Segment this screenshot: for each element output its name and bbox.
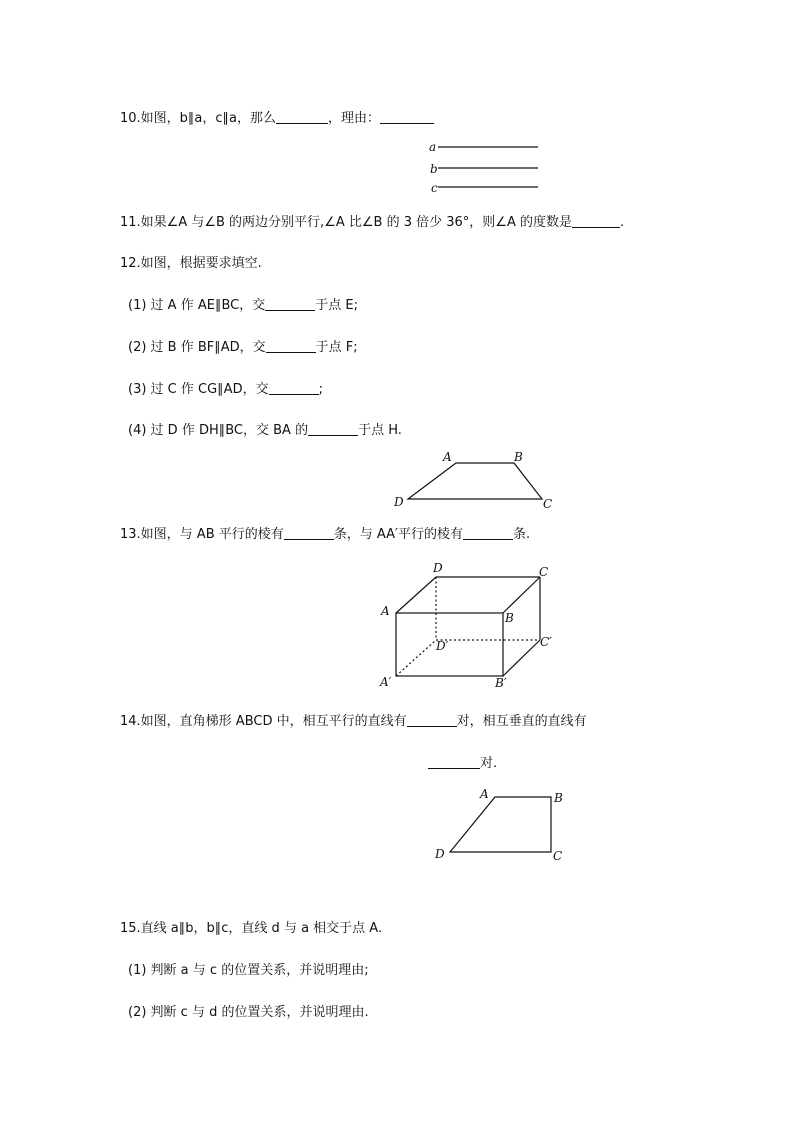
q11-text-b: . — [619, 215, 625, 230]
q11-text-a: 11.如果∠A 与∠B 的两边分别平行,∠A 比∠B 的 3 倍少 36°，则∠A 的度数是 — [120, 215, 572, 230]
q12-item4-text-a: (4) 过 D 作 DH∥BC，交 BA 的 — [128, 423, 309, 438]
q12-item2-text-b: 于点 F; — [315, 340, 358, 355]
q10-label-c: c — [431, 181, 438, 195]
q11-blank[interactable] — [572, 213, 620, 228]
q14-trapezoid-shape — [450, 797, 551, 852]
q14-label-A: A — [480, 787, 489, 801]
q12-item1-text-b: 于点 E; — [315, 298, 358, 313]
q10-label-b: b — [430, 162, 438, 176]
q12-item4-blank[interactable] — [308, 421, 358, 436]
q10-label-a: a — [429, 140, 437, 154]
q10-blank-1[interactable] — [276, 109, 328, 124]
q12-label-D: D — [394, 495, 404, 509]
q12-item4-text-b: 于点 H. — [358, 423, 402, 438]
q13-cuboid-figure — [375, 558, 565, 694]
q14-blank-2[interactable] — [428, 754, 480, 769]
q12-label-C: C — [543, 497, 553, 511]
question-11 — [120, 213, 624, 232]
q14-label-C: C — [553, 849, 563, 863]
q14-right-trapezoid-figure — [430, 784, 570, 864]
q12-item2-blank[interactable] — [266, 338, 316, 353]
q13-label-B: B — [505, 611, 514, 625]
q10-text-a: 10.如图，b∥a，c∥a，那么 — [120, 111, 277, 126]
question-10 — [120, 109, 434, 128]
q14-blank-1[interactable] — [407, 712, 457, 727]
q12-trapezoid-figure — [390, 450, 560, 512]
question-14-continued — [428, 754, 497, 773]
q10-parallel-lines-figure — [420, 138, 550, 194]
q12-item-1 — [128, 296, 358, 315]
q13-edge-AD — [396, 577, 436, 613]
q14-text-b: 对，相互垂直的直线有 — [456, 714, 587, 729]
q15-item-2: (2) 判断 c 与 d 的位置关系，并说明理由. — [128, 1005, 369, 1020]
question-14 — [120, 712, 587, 731]
q14-label-B: B — [554, 791, 563, 805]
q14-text-c: 对. — [480, 756, 498, 771]
q13-label-C: C — [539, 565, 549, 579]
q12-label-B: B — [514, 450, 523, 464]
q12-item1-text-a: (1) 过 A 作 AE∥BC，交 — [128, 298, 266, 313]
q15-stem: 15.直线 a∥b，b∥c，直线 d 与 a 相交于点 A. — [120, 921, 383, 936]
q10-text-b: ，理由： — [328, 111, 381, 126]
q12-item-3 — [128, 380, 323, 399]
q10-blank-2[interactable] — [380, 109, 434, 124]
q14-label-D: D — [435, 847, 445, 861]
q13-label-A: A — [381, 604, 390, 618]
q12-stem: 12.如图，根据要求填空. — [120, 256, 262, 271]
q12-trapezoid-shape — [408, 463, 542, 499]
q12-item3-blank[interactable] — [269, 380, 319, 395]
q13-blank-1[interactable] — [284, 525, 334, 540]
q12-item1-blank[interactable] — [265, 296, 315, 311]
question-13 — [120, 525, 530, 544]
q13-text-c: 条. — [513, 527, 531, 542]
q12-label-A: A — [443, 450, 452, 464]
q13-label-A1: A′ — [380, 675, 392, 689]
q14-text-a: 14.如图，直角梯形 ABCD 中，相互平行的直线有 — [120, 714, 407, 729]
q13-label-B1: B′ — [495, 676, 507, 690]
q15-item-1: (1) 判断 a 与 c 的位置关系，并说明理由; — [128, 963, 369, 978]
q13-label-D1: D′ — [436, 639, 449, 653]
q13-label-C1: C′ — [540, 635, 552, 649]
q13-text-b: 条，与 AA′平行的棱有 — [333, 527, 463, 542]
q13-edge-B1C1 — [503, 640, 540, 676]
q12-item-2 — [128, 338, 358, 357]
q12-item2-text-a: (2) 过 B 作 BF∥AD，交 — [128, 340, 266, 355]
q13-label-D: D — [433, 561, 443, 575]
q12-item-4 — [128, 421, 402, 440]
q13-text-a: 13.如图，与 AB 平行的棱有 — [120, 527, 284, 542]
q13-blank-2[interactable] — [463, 525, 513, 540]
q13-edge-BC — [503, 577, 540, 613]
q12-item3-text-b: ; — [318, 382, 323, 397]
q13-front-face — [396, 613, 503, 676]
q12-item3-text-a: (3) 过 C 作 CG∥AD，交 — [128, 382, 269, 397]
q13-hidden-edge-A1D1 — [396, 640, 436, 676]
